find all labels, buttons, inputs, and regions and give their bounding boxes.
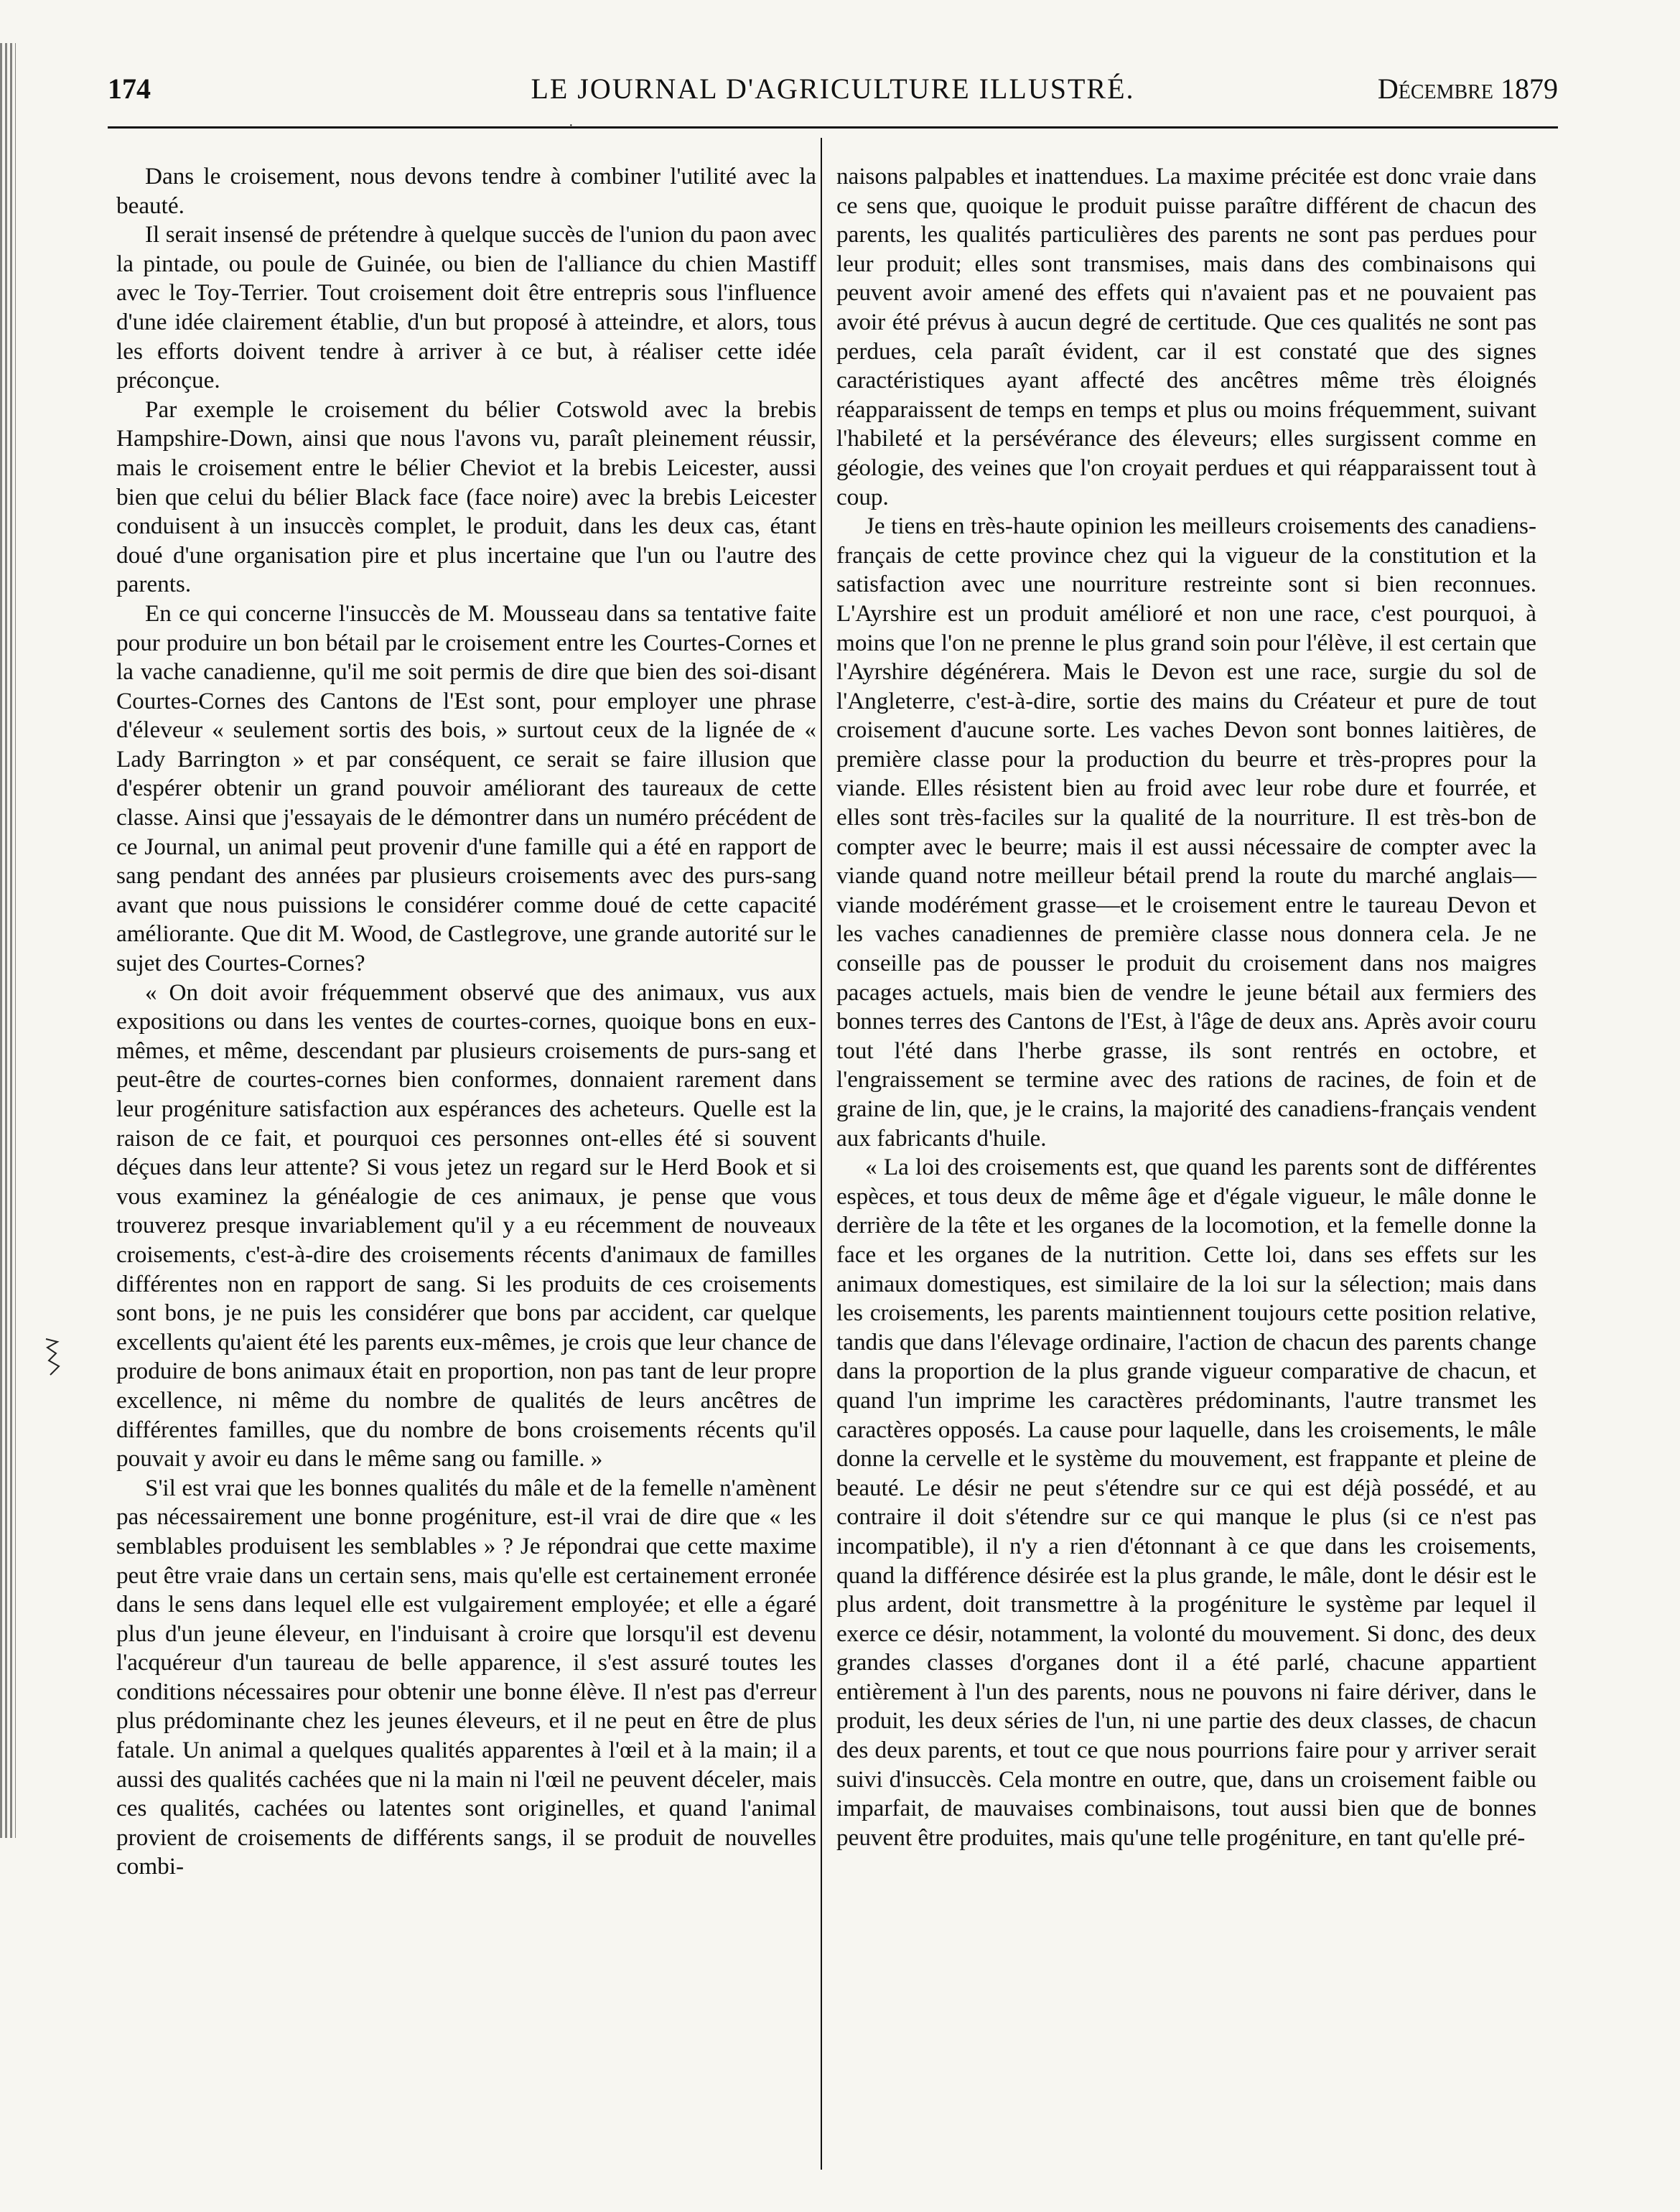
print-dot: · [569,118,574,134]
page-binding-edge [0,43,16,1838]
page-header [108,66,1558,116]
column-divider [821,138,822,2170]
margin-ink-mark [43,1332,62,1389]
paragraph: « On doit avoir fréquemment observé que des animaux, vus aux expositions ou dans les ventes de courtes-cornes, quoique bons en eux-mêmes, et même, descendant par plusieurs croisements de purs-sang et peut-être de courtes-cornes bien conformes, donnaient rarement dans leur progéniture satisfaction aux espérances des acheteurs. Quelle est la raison de ce fait, et pourquoi ces personnes ont-elles été si souvent déçues dans leur attente? Si vous jetez un regard sur le Herd Book et si vous examinez la généalogie de ces animaux, je pense que vous trouverez presque invariablement qu'il y a eu récemment de nouveaux croisements, c'est-à-dire des croisements récents d'animaux de familles différentes non en rapport de sang. Si les produits de ces croisements sont bons, je ne puis les considérer que bons par accident, car quelque excellents qu'aient été les parents eux-mêmes, je crois que leur chance de produire de bons animaux était en proportion, non pas tant de leur propre excellence, ni même du nombre de qualités de leurs ancêtres de différentes familles, que du nombre de bons croisements récents qu'il pouvait y avoir eu dans le même sang ou famille. » [116,979,816,1473]
right-column [836,162,1536,1852]
page-number: 174 [108,73,151,105]
paragraph: S'il est vrai que les bonnes qualités du mâle et de la femelle n'amènent pas nécessairement une bonne progéniture, est-il vrai de dire que « les semblables produisent les semblables » ? Je répondrai que cette maxime peut être vraie dans un certain sens, mais qu'elle est certainement erronée dans le sens dans lequel elle est vulgairement employée; et elle a égaré plus d'un jeune éleveur, en l'induisant à croire que lorsqu'il est devenu l'acquéreur d'un taureau de belle apparence, il s'est assuré toutes les conditions nécessaires pour obtenir une bonne élève. Il n'est pas d'erreur plus prédominante chez les jeunes éleveurs, et il ne peut en être de plus fatale. Un animal a quelques qualités apparentes à l'œil et à la main; il a aussi des qualités cachées que ni la main ni l'œil ne peuvent déceler, mais ces qualités, cachées ou latentes sont originelles, et quand l'animal provient de croisements de différents sangs, il se produit de nouvelles combi- [116,1474,816,1880]
paragraph: Il serait insensé de prétendre à quelque succès de l'union du paon avec la pintade, ou poule de Guinée, ou bien de l'alliance du chien Mastiff avec le Toy-Terrier. Tout croisement doit être entrepris sous l'influence d'une idée clairement établie, d'un but proposé à atteindre, et alors, tous les efforts doivent tendre à arriver à ce but, à réaliser cette idée préconçue. [116,221,816,394]
left-column [116,162,816,1882]
paragraph: Par exemple le croisement du bélier Cotswold avec la brebis Hampshire-Down, ainsi que nous l'avons vu, paraît pleinement réussir, mais le croisement entre le bélier Cheviot et la brebis Leicester, aussi bien que celui du bélier Black face (face noire) avec la brebis Leicester conduisent à un insuccès complet, le produit, dans les deux cas, étant doué d'une organisation pire et plus incertaine que l'un ou l'autre des parents. [116,396,816,598]
issue-date: Décembre 1879 [1377,73,1558,105]
journal-title: LE JOURNAL D'AGRICULTURE ILLUSTRÉ. [531,73,1135,105]
paragraph: Dans le croisement, nous devons tendre à combiner l'utilité avec la beauté. [116,163,816,219]
paragraph: En ce qui concerne l'insuccès de M. Mousseau dans sa tentative faite pour produire un bon bétail par le croisement entre les Courtes-Cornes et la vache canadienne, qu'il me soit permis de dire que bien des soi-disant Courtes-Cornes des Cantons de l'Est sont, pour employer une phrase d'éleveur « seulement sortis des bois, » surtout ceux de la lignée de « Lady Barrington » et par conséquent, ce serait se faire illusion que d'espérer obtenir un grand pouvoir améliorant des taureaux de cette classe. Ainsi que j'essayais de le démontrer dans un numéro précédent de ce Journal, un animal peut provenir d'une famille qui a été en rapport de sang pendant des années par plusieurs croisements avec des purs-sang avant que nous puissions le considérer comme doué de cette capacité améliorante. Que dit M. Wood, de Castlegrove, une grande autorité sur le sujet des Courtes-Cornes? [116,599,816,977]
paragraph: naisons palpables et inattendues. La maxime précitée est donc vraie dans ce sens que, quoique le produit puisse paraître différent de chacun des parents, les qualités particulières des parents ne sont pas perdues pour leur produit; elles sont transmises, mais dans des combinaisons qui peuvent avoir amené des effets qui n'avaient pas et ne pouvaient pas avoir été prévus à aucun degré de certitude. Que ces qualités ne sont pas perdues, cela paraît évident, car il est constaté que des signes caractéristiques ayant affecté des ancêtres même très éloignés réapparaissent de temps en temps et plus ou moins fréquemment, suivant l'habileté et la persévérance des éleveurs; elles surgissent comme en géologie, des veines que l'on croyait perdues et qui réapparaissent tout à coup. [836,163,1536,510]
paragraph: Je tiens en très-haute opinion les meilleurs croisements des canadiens-français de cette province chez qui la vigueur de la constitution et la satisfaction avec une nourriture restreinte sont si bien reconnues. L'Ayrshire est un produit amélioré et non une race, c'est pourquoi, à moins que l'on ne prenne le plus grand soin pour l'élève, il est certain que l'Ayrshire dégénérera. Mais le Devon est une race, surgie du sol de l'Angleterre, c'est-à-dire, sortie des mains du Créateur et pure de tout croisement d'aucune sorte. Les vaches Devon sont bonnes laitières, de première classe pour la production du beurre et très-propres pour la viande. Elles résistent bien au froid avec leur robe dure et fourrée, et elles sont très-faciles sur la qualité de la nourriture. Il est très-bon de compter avec le beurre; mais il est aussi nécessaire de compter avec la viande quand notre meilleur bétail prend la route du marché anglais—viande modérément grasse—et le croisement entre le taureau Devon et les vaches canadiennes de première classe nous donnera cela. Je ne conseille pas de pousser le produit du croisement dans nos maigres pacages actuels, mais bien de vendre le jeune bétail aux fermiers des bonnes terres des Cantons de l'Est, à l'âge de deux ans. Après avoir couru tout l'été dans l'herbe grasse, ils sont rentrés en octobre, et l'engraissement se termine avec des rations de racines, de foin et de graine de lin, que, je le crains, la majorité des canadiens-français vendent aux fabricants d'huile. [836,513,1536,1152]
paragraph: « La loi des croisements est, que quand les parents sont de différentes espèces, et tous deux de même âge et d'égale vigueur, le mâle donne le derrière de la tête et les organes de la locomotion, et la femelle donne la face et les organes de la nutrition. Cette loi, dans ses effets sur les animaux domestiques, est similaire de la loi sur la sélection; mais dans les croisements, les parents maintiennent toujours cette position relative, tandis que dans l'élevage ordinaire, l'action de chacun des parents change dans la proportion de la plus grande vigueur comparative de chacun, et quand l'un imprime les caractères prédominants, l'autre transmet les caractères opposés. La cause pour laquelle, dans les croisements, le mâle donne la cervelle et le système du mouvement, est frappante et pleine de beauté. Le désir ne peut s'étendre sur ce qui est déjà possédé, et au contraire il doit s'étendre sur ce qui manque le plus (si ce n'est pas incompatible), il n'y a rien d'étonnant à ce que dans les croisements, quand la différence désirée est la plus grande, le mâle, dont le désir est le plus ardent, doit transmettre à la progéniture le système par lequel il exerce ce désir, notamment, la volonté du mouvement. Si donc, des deux grandes classes d'organes dont il a été parlé, chacune appartient entièrement à l'un des parents, nous ne pouvons ni faire dériver, dans le produit, les deux séries de l'un, ni une partie des deux classes, de chacun des deux parents, et tout ce que nous pourrions faire pour y arriver serait suivi d'insuccès. Cela montre en outre, que, dans un croisement faible ou imparfait, de mauvaises combinaisons, tout aussi bien que de bonnes peuvent être produites, mais qu'une telle progéniture, en tant qu'elle pré- [836,1154,1536,1851]
header-rule [108,126,1558,129]
